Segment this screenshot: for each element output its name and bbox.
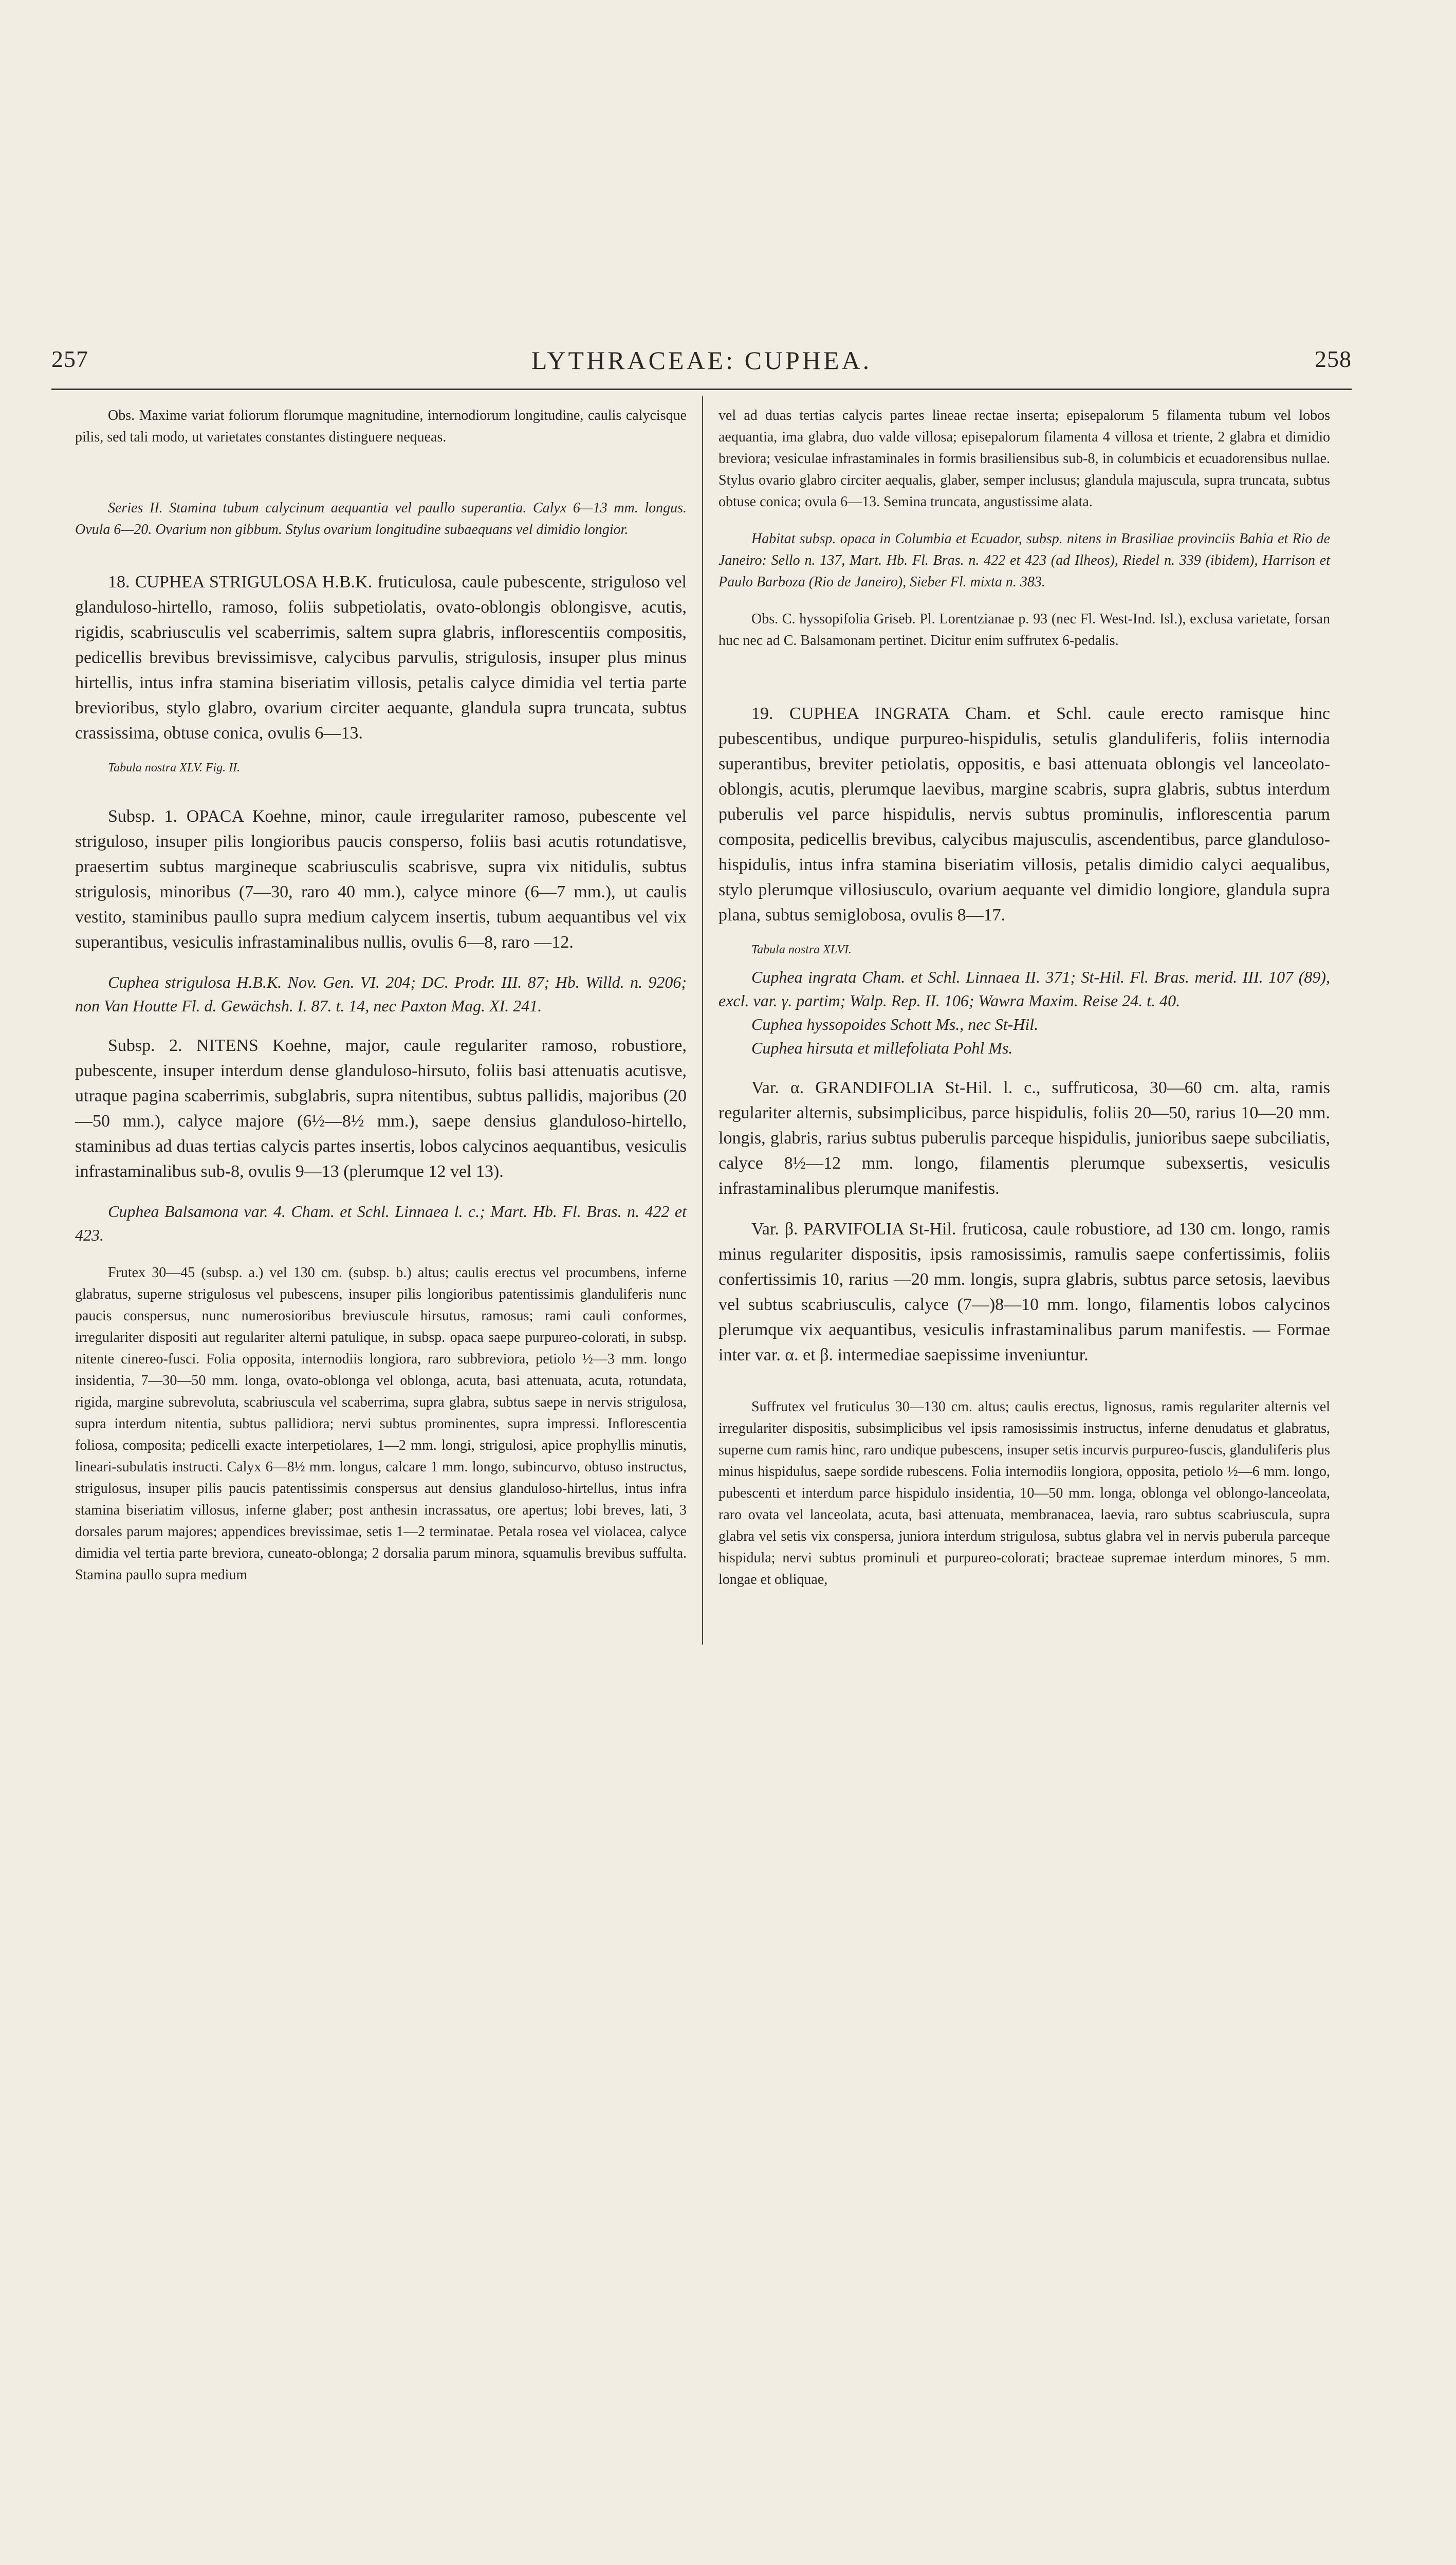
species-19-description: 19. CUPHEA INGRATA Cham. et Schl. caule erecto ramisque hinc pubescentibus, undique purpureo-hispidulis, setulis glanduliferis, foliis internodia superantibus, breviter petiolatis, oppositis, e basi attenuata oblongis vel lanceolato-oblongis, acutis, plerumque laevibus, margine scabris, supra glabris, subtus interdum puberulis vel parce hispidulis, nervis subtus prominulis, inflorescentia parum composita, pedicellis brevibus, calycibus majusculis, ascendentibus, parce glanduloso-hispidulis, intus infra stamina biseriatim villosis, petalis dimidio calyci aequalibus, stylo plerumque villosiusculo, ovarium aequante vel dimidio longiore, glandula supra plana, subtus semiglobosa, ovulis 8—17. <box>718 704 1330 925</box>
synonym-3: Cuphea hirsuta et millefoliata Pohl Ms. <box>751 1039 1013 1057</box>
tabula-18: Tabula nostra XLV. Fig. II. <box>108 761 241 774</box>
synonym-1: Cuphea ingrata Cham. et Schl. Linnaea II. 371; St-Hil. Fl. Bras. merid. III. 107 (89), excl. var. γ. partim; Walp. Rep. II. 106; Wawra Maxim. Reise 24. t. 40. <box>718 968 1330 1010</box>
series-paragraph: Series II. Stamina tubum calycinum aequantia vel paullo superantia. Calyx 6—13 mm. longus. Ovula 6—20. Ovarium non gibbum. Stylus ovarium longitudine subaequans vel dimidio longior. <box>75 500 687 538</box>
page-number-right: 258 <box>1315 346 1352 372</box>
page-header <box>51 345 1352 378</box>
frutex-description: Frutex 30—45 (subsp. a.) vel 130 cm. (subsp. b.) altus; caulis erectus vel procumbens, inferne glabratus, superne strigulosus vel pubescens, insuper pilis longioribus patentissimis glanduliferis nunc paucis conspersus, nunc numerosioribus breviuscule hirsutus, ramosus; rami cauli conformes, irregulariter dispositi aut regulariter alterni patulique, in subsp. opaca saepe purpureo-colorati, in subsp. nitente cinereo-fusci. Folia opposita, internodiis longiora, raro subbreviora, petiolo ½—3 mm. longo insidentia, 7—30—50 mm. longa, ovato-oblonga vel oblonga, acuta, basi attenuata, acuta, rotundata, rigida, margine subrevoluta, scabriuscula vel scaberrima, supra glabra, subtus saepe in nervis strigulosa, supra interdum nitentia, subtus pallidiora; nervi subtus prominentes, supra impressi. Inflorescentia foliosa, composita; pedicelli exacte interpetiolares, 1—2 mm. longi, strigulosi, apice prophyllis minutis, lineari-subulatis instructi. Calyx 6—8½ mm. longus, calcare 1 mm. longo, subincurvo, obtuso instructus, strigulosus, insuper pilis paucis patentissimis conspersus aut densius glanduloso-hirtellus, intus infra stamina biseriatim villosus, inferne glaber; post anthesin incrassatus, ore apertus; lobi breves, lati, 3 dorsales parum majores; appendices brevissimae, setis 1—2 terminatae. Petala rosea vel violacea, calyce dimidia vel tertia parte breviora, cuneato-oblonga; 2 dorsalia parum minora, squamulis brevibus suffulta. Stamina paullo supra medium <box>75 1265 687 1583</box>
var-beta-parvifolia: Var. β. PARVIFOLIA St-Hil. fruticosa, caule robustiore, ad 130 cm. longo, ramis minus regulariter dispositis, ipsis ramosissimis, ramulis saepe confertissimis, foliis confertissimis 10, rarius —20 mm. longis, supra glabris, subtus parce setosis, laevibus vel subtus scabriusculis, calyce (7—)8—10 mm. longo, filamentis lobos calycinos plerumque vix aequantibus, vesiculis infrastaminalibus parum manifestis. — Formae inter var. α. et β. intermediae saepissime inveniuntur. <box>718 1220 1330 1364</box>
var-alpha-grandifolia: Var. α. GRANDIFOLIA St-Hil. l. c., suffruticosa, 30—60 cm. alta, ramis regulariter alternis, subsimplicibus, parce hispidulis, foliis 20—50, rarius 10—20 mm. longis, glabris, rarius subtus puberulis parceque hispidulis, junioribus saepe subciliatis, calyce 8½—12 mm. longo, filamentis plerumque subexsertis, vesiculis infrastaminalibus plerumque manifestis. <box>718 1078 1330 1198</box>
left-column <box>75 405 687 1586</box>
obs-paragraph: Obs. Maxime variat foliorum florumque magnitudine, internodiorum longitudine, caulis calycisque pilis, sed tali modo, ut varietates constantes distinguere nequeas. <box>75 408 687 445</box>
citation-subsp-2: Cuphea Balsamona var. 4. Cham. et Schl. Linnaea l. c.; Mart. Hb. Fl. Bras. n. 422 et 423. <box>75 1202 687 1244</box>
suffrutex-description: Suffrutex vel fruticulus 30—130 cm. altus; caulis erectus, lignosus, ramis regulariter alternis vel irregulariter dispositis, subsimplicibus vel ipsis ramosissimis instructus, inferne denudatus et glabratus, superne cum ramis hinc, raro undique pubescens, insuper setis incurvis purpureo-fuscis, glanduliferis plus minus hispidulus, saepe sordide rubescens. Folia internodiis longiora, opposita, petiolo ½—6 mm. longo, pubescenti et interdum parce hispidulo insidentia, 10—50 mm. longa, oblonga vel oblongo-lanceolata, raro ovata vel lanceolata, acuta, basi attenuata, membranacea, laevia, raro subtus scabriuscula, supra glabra vel setis vix conspersa, juniora interdum strigulosa, subtus glabra vel in nervis puberula parceque hispidula; nervi subtus prominuli et purpureo-colorati; bracteae supremae interdum minores, 5 mm. longae et obliquae, <box>718 1399 1330 1588</box>
header-rule <box>51 389 1352 390</box>
running-title: LYTHRACEAE: CUPHEA. <box>531 346 872 375</box>
tabula-19: Tabula nostra XLVI. <box>751 943 852 956</box>
right-column <box>718 405 1330 1591</box>
species-18-description: 18. CUPHEA STRIGULOSA H.B.K. fruticulosa, caule pubescente, striguloso vel glanduloso-hirtello, ramoso, foliis subpetiolatis, ovato-oblongis oblongisve, acutis, rigidis, scabriusculis vel scaberrimis, saltem supra glabris, inflorescentiis compositis, pedicellis brevibus brevissimisve, calycibus parvulis, strigulosis, insuper plus minus hirtellis, intus infra stamina biseriatim villosis, petalis calyce dimidia vel tertia parte brevioribus, stylo glabro, ovarium circiter aequante, glandula supra truncata, subtus crassissima, obtuse conica, ovulis 6—13. <box>75 573 687 743</box>
obs-2-paragraph: Obs. C. hyssopifolia Griseb. Pl. Lorentzianae p. 93 (nec Fl. West-Ind. Isl.), exclusa varietate, forsan huc nec ad C. Balsamonam pertinet. Dicitur enim suffrutex 6-pedalis. <box>718 611 1330 649</box>
subsp-2-nitens: Subsp. 2. NITENS Koehne, major, caule regulariter ramoso, robustiore, pubescente, insuper interdum dense glanduloso-hirsuto, foliis basi attenuatis acutisve, utraque pagina scaberrimis, subglabris, supra nitentibus, subtus pallidis, majoribus (20—50 mm.), calyce majore (6½—8½ mm.), saepe densius glanduloso-hirtello, staminibus ad duas tertias calycis partes insertis, lobos calycinos aequantibus, vesiculis infrastaminalibus sub-8, ovulis 9—13 (plerumque 12 vel 13). <box>75 1036 687 1181</box>
stamina-continuation: vel ad duas tertias calycis partes lineae rectae inserta; episepalorum 5 filamenta tubum vel lobos aequantia, ima glabra, duo valde villosa; episepalorum filamenta 4 villosa et triente, 2 glabra et dimidio breviora; vesiculae infrastaminales in formis brasiliensibus sub-8, in columbicis et ecuadorensibus nullae. Stylus ovario glabro circiter aequalis, glaber, semper inclusus; glandula majuscula, supra truncata, subtus obtuse conica; ovula 6—13. Semina truncata, angustissime alata. <box>718 408 1330 510</box>
column-divider <box>702 396 703 1645</box>
citation-subsp-1: Cuphea strigulosa H.B.K. Nov. Gen. VI. 204; DC. Prodr. III. 87; Hb. Willd. n. 9206; non Van Houtte Fl. d. Gewächsh. I. 87. t. 14, nec Paxton Mag. XI. 241. <box>75 973 687 1015</box>
subsp-1-opaca: Subsp. 1. OPACA Koehne, minor, caule irregulariter ramoso, pubescente vel striguloso, insuper pilis longioribus paucis conspersо, foliis basi acutis rotundatisve, praesertim subtus margineque scabriusculis scabrisve, supra vix nitidulis, subtus strigulosis, minoribus (7—30, raro 40 mm.), calyce minore (6—7 mm.), ut caulis vestito, staminibus paullo supra medium calycem insertis, tubum aequantibus vel vix superantibus, vesiculis infrastaminalibus nullis, ovulis 6—8, raro —12. <box>75 807 687 952</box>
habitat-paragraph: Habitat subsp. opaca in Columbia et Ecuador, subsp. nitens in Brasiliae provinciis Bahia et Rio de Janeiro: Sello n. 137, Mart. Hb. Fl. Bras. n. 422 et 423 (ad Ilheos), Riedel n. 339 (ibidem), Harrison et Paulo Barboza (Rio de Janeiro), Sieber Fl. mixta n. 383. <box>718 531 1330 590</box>
page-number-left: 257 <box>51 346 88 372</box>
synonym-2: Cuphea hyssopoides Schott Ms., nec St-Hil. <box>751 1015 1039 1034</box>
